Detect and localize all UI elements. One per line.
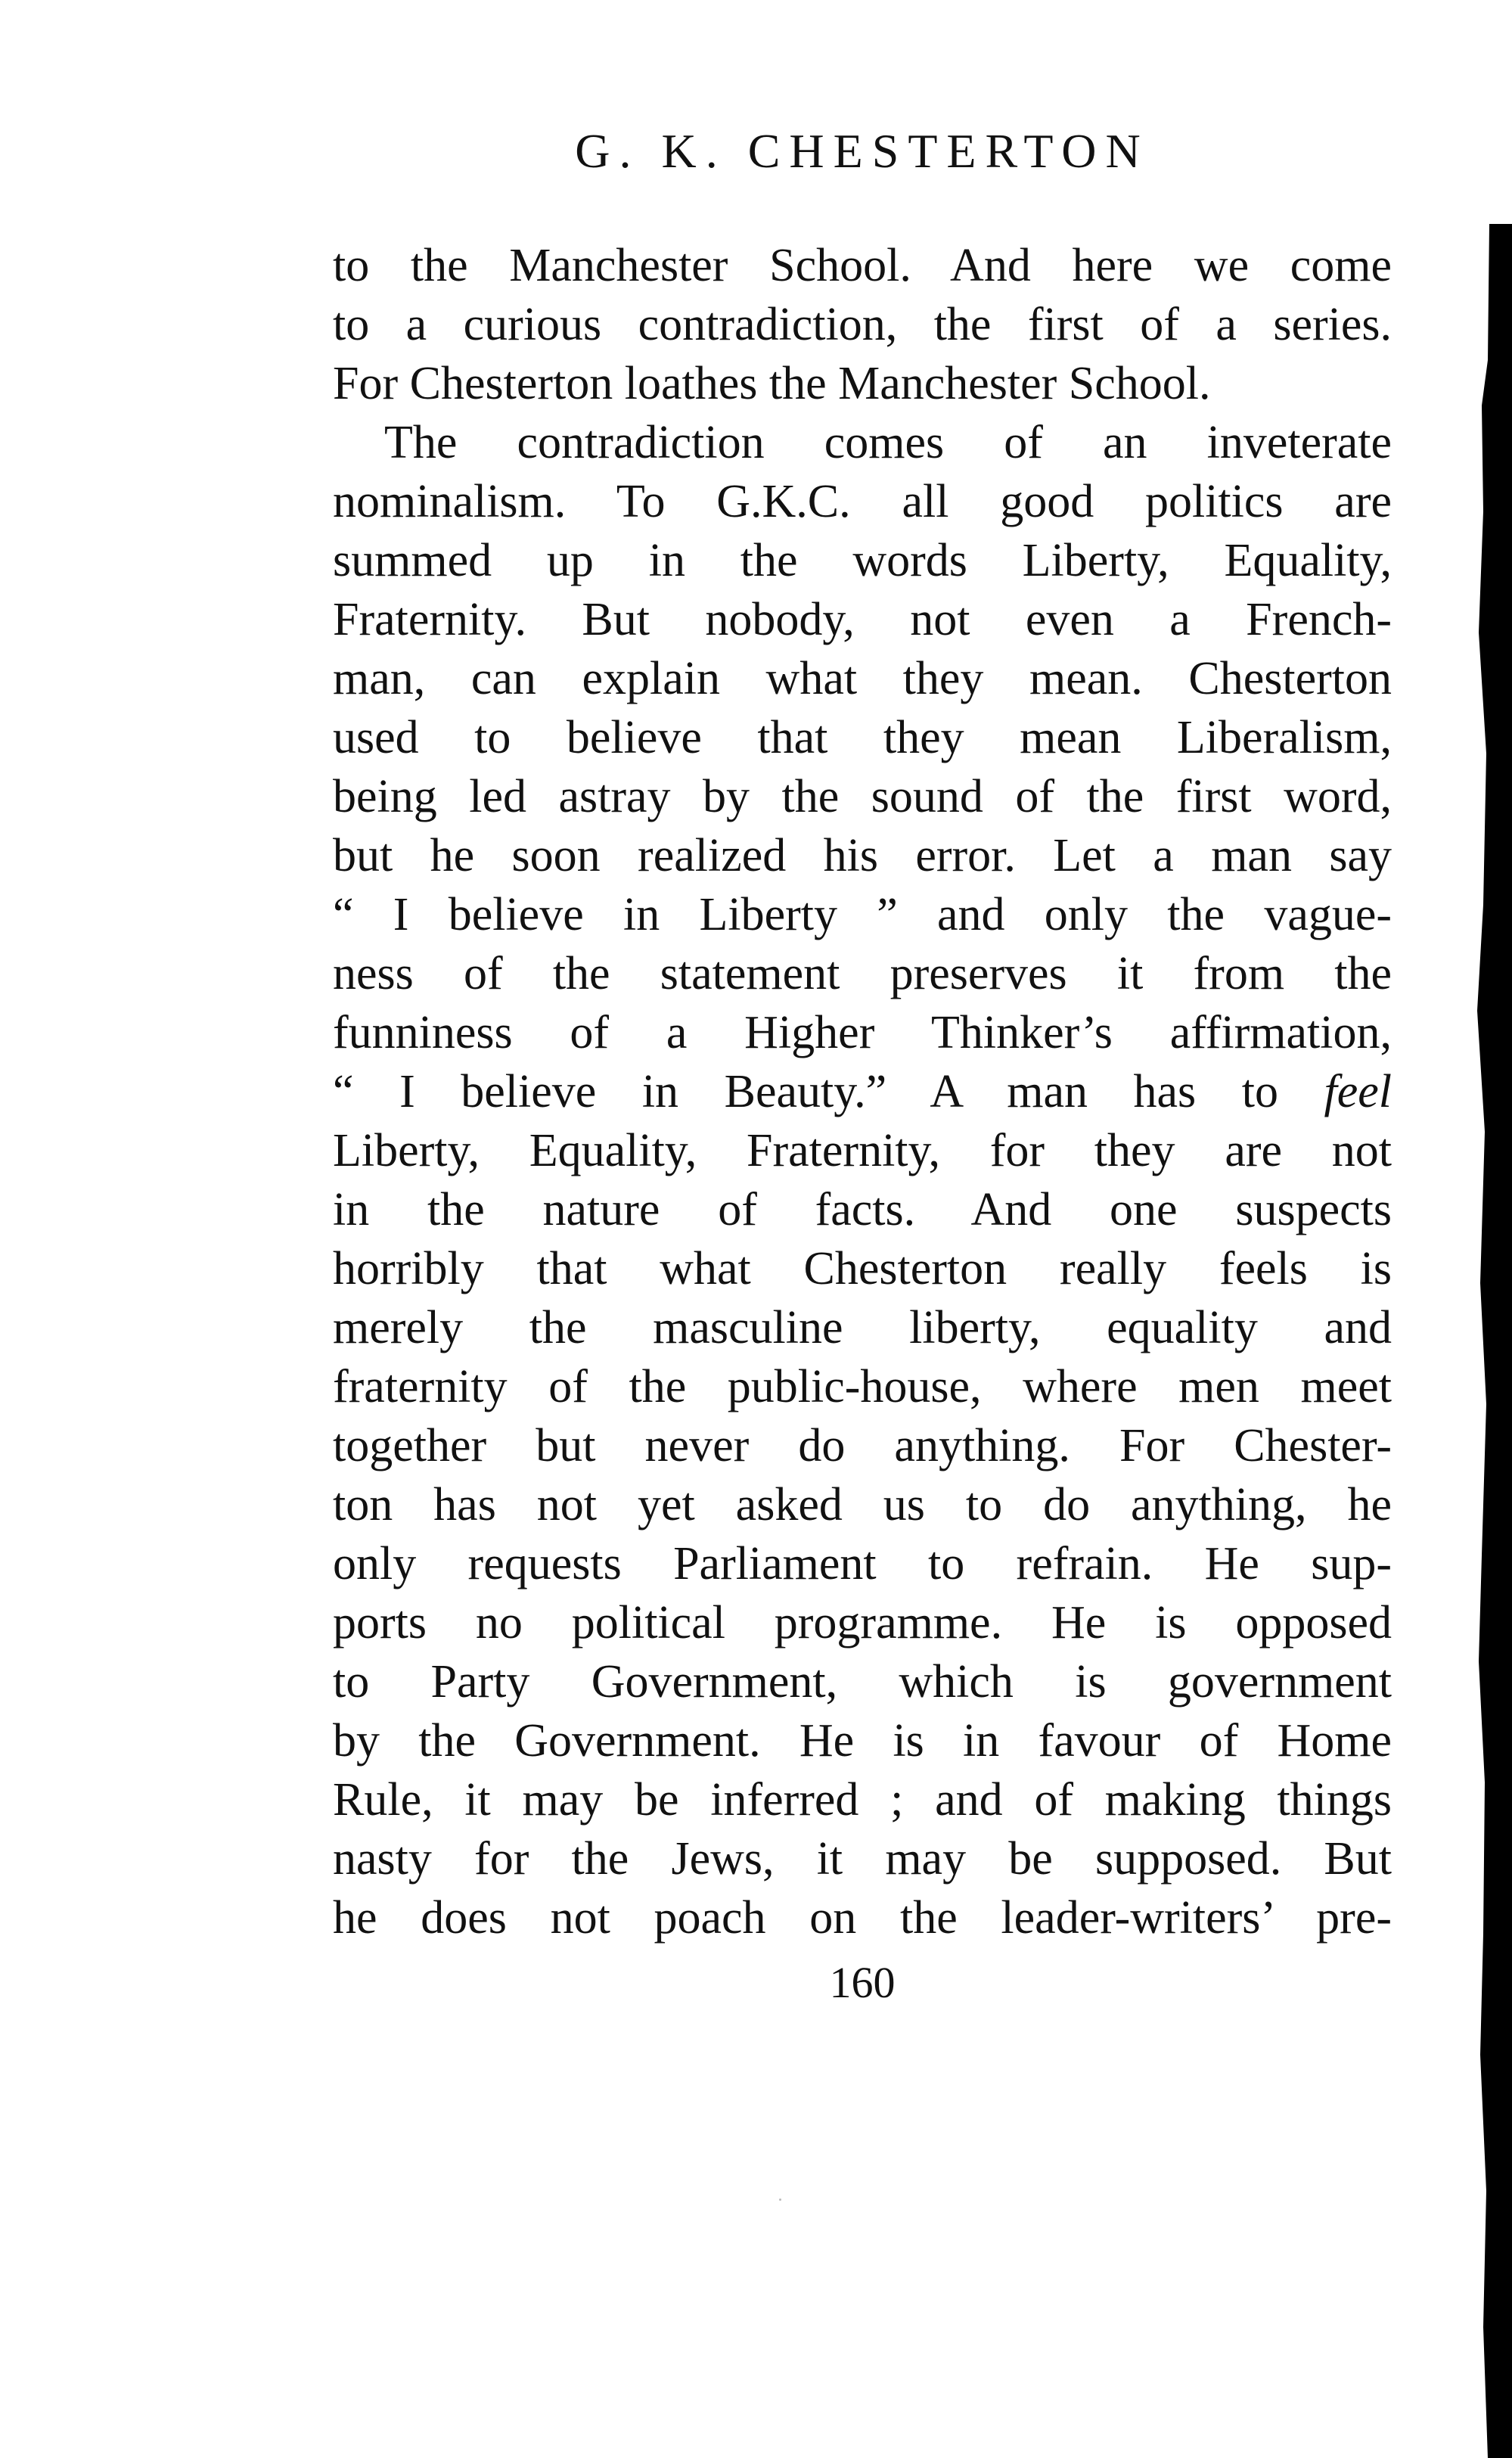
text-line — [333, 590, 1392, 649]
text-line-content: by the Government. He is in favour of Home — [333, 1715, 1392, 1767]
text-line-content: nasty for the Jews, it may be supposed. But — [333, 1833, 1392, 1885]
text-line — [333, 354, 1392, 413]
body-text — [333, 236, 1392, 1947]
text-line — [333, 1239, 1392, 1298]
scan-speck — [779, 2199, 781, 2201]
text-line-content: ness of the statement preserves it from the — [333, 948, 1392, 999]
text-line-content: to Party Government, which is government — [333, 1656, 1392, 1708]
text-line — [333, 1357, 1392, 1416]
text-line-content: used to believe that they mean Liberalism, — [333, 712, 1392, 763]
text-line — [333, 1829, 1392, 1888]
text-line-content: man, can explain what they mean. Chesterton — [333, 653, 1392, 704]
text-line — [333, 944, 1392, 1003]
text-line-content: being led astray by the sound of the first word, — [333, 771, 1392, 822]
text-line — [333, 236, 1392, 295]
text-line — [333, 1888, 1392, 1947]
text-line — [333, 1475, 1392, 1534]
text-line-content: nominalism. To G.K.C. all good politics are — [333, 476, 1392, 527]
text-line — [333, 1711, 1392, 1770]
text-line-content: but he soon realized his error. Let a man say — [333, 830, 1392, 881]
text-line-content: to the Manchester School. And here we come — [333, 240, 1392, 291]
scan-edge-shape — [1477, 224, 1512, 2458]
text-line — [333, 1180, 1392, 1239]
text-line-content: summed up in the words Liberty, Equality, — [333, 535, 1392, 586]
text-line — [333, 826, 1392, 885]
text-line — [333, 295, 1392, 354]
emphasized-word: feel — [1324, 1066, 1392, 1117]
text-line — [333, 1593, 1392, 1652]
text-line-content: in the nature of facts. And one suspects — [333, 1184, 1392, 1235]
text-line — [333, 767, 1392, 826]
scan-edge-shadow — [1476, 224, 1512, 2458]
text-line — [333, 1003, 1392, 1062]
text-line-content: he does not poach on the leader-writers’ pre- — [333, 1892, 1392, 1944]
text-line — [333, 1062, 1392, 1121]
text-line — [333, 1416, 1392, 1475]
text-line-content: Liberty, Equality, Fraternity, for they are not — [333, 1125, 1392, 1176]
text-line-content: The contradiction comes of an inveterate — [384, 417, 1392, 468]
text-line-content: “ I believe in Beauty.” A man has to — [333, 1066, 1324, 1117]
text-line — [333, 1534, 1392, 1593]
text-line-content: fraternity of the public-house, where men meet — [333, 1361, 1392, 1412]
text-line — [333, 1121, 1392, 1180]
text-line-content: together but never do anything. For Chester- — [333, 1420, 1392, 1471]
text-line — [333, 885, 1392, 944]
text-line-content: to a curious contradiction, the first of a series. — [333, 299, 1392, 350]
text-line — [333, 649, 1392, 708]
text-line — [333, 1770, 1392, 1829]
text-line-content: only requests Parliament to refrain. He sup- — [333, 1538, 1392, 1589]
page-number: 160 — [829, 1958, 896, 2007]
text-line-content: merely the masculine liberty, equality and — [333, 1302, 1392, 1353]
text-line-content: Fraternity. But nobody, not even a French- — [333, 594, 1392, 645]
text-line — [333, 472, 1392, 531]
text-line-content: Rule, it may be inferred ; and of making things — [333, 1774, 1392, 1826]
text-line-content: For Chesterton loathes the Manchester School. — [333, 358, 1211, 409]
text-line — [333, 708, 1392, 767]
text-line-content: funniness of a Higher Thinker’s affirmation, — [333, 1007, 1392, 1058]
text-line-content: “ I believe in Liberty ” and only the vague- — [333, 889, 1392, 940]
text-line — [333, 1298, 1392, 1357]
text-line-content: ports no political programme. He is opposed — [333, 1597, 1392, 1649]
text-line-content: ton has not yet asked us to do anything, he — [333, 1479, 1392, 1530]
text-line — [333, 531, 1392, 590]
text-line-content: horribly that what Chesterton really feels is — [333, 1243, 1392, 1294]
running-head: G. K. CHESTERTON — [575, 124, 1150, 178]
text-line — [333, 1652, 1392, 1711]
text-line — [333, 413, 1392, 472]
